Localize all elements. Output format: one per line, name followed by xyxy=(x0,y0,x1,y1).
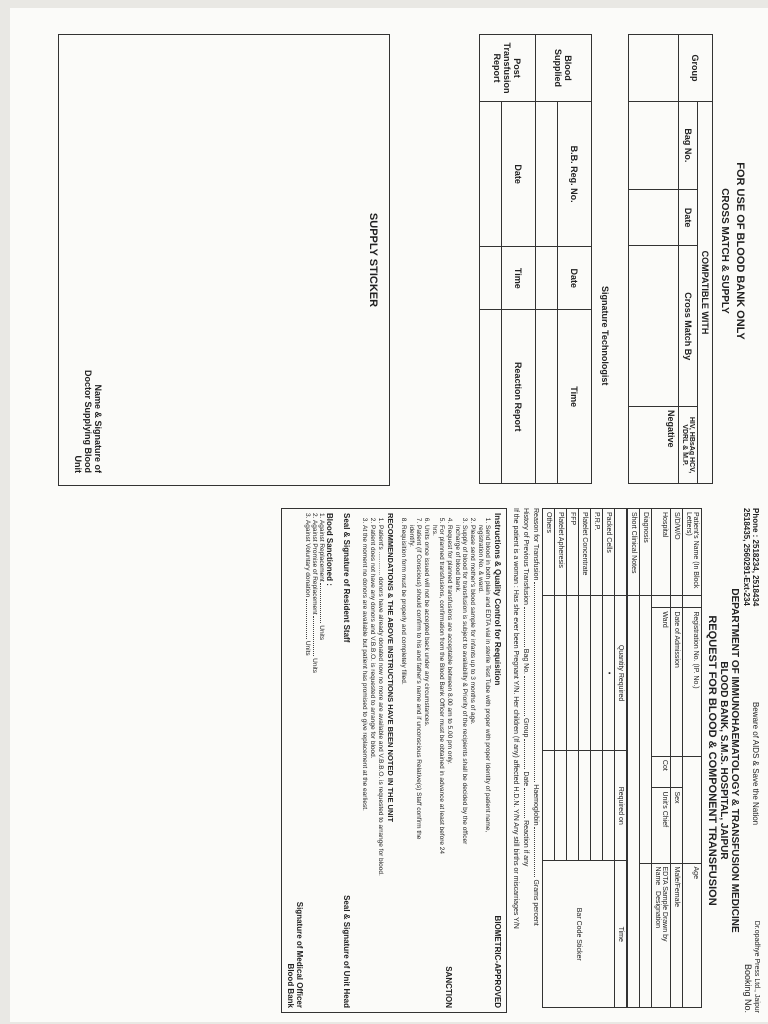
clinical-notes-label: Short Clinical Notes xyxy=(628,509,640,596)
sdw-label: S/D/W/O xyxy=(671,509,683,596)
biometric-approved: BIOMETRIC-APPROVED xyxy=(493,915,502,1008)
blood-bank-section xyxy=(30,16,760,486)
hospital-field[interactable] xyxy=(652,596,671,608)
instructions-box xyxy=(281,508,507,1013)
supply-time-label: Time xyxy=(558,310,592,484)
cell-group[interactable] xyxy=(629,35,679,102)
sanction-item-3: 3. Against Voluntary donation Units xyxy=(304,513,311,656)
doa-label: Date of Admission xyxy=(671,608,683,757)
component-ffp: FFP xyxy=(567,509,579,596)
registration-label: Registration No. (IP. No.) xyxy=(683,608,702,757)
required-on-label: Required on xyxy=(615,751,627,861)
cross-match-subtitle: CROSS MATCH & SUPPLY xyxy=(719,188,730,314)
blood-bank-label: Blood Bank xyxy=(286,963,295,1008)
history-row: History of Previous Transfusion Bag No. Group Date Reaction if any xyxy=(522,508,529,867)
rotated-form xyxy=(20,8,768,1018)
patient-table xyxy=(627,508,702,1008)
header-hiv-tests: HIV, HBsAg HCV, VDRL & M.P. xyxy=(679,407,698,484)
component-others: Others xyxy=(543,509,555,596)
cot-label: Cot xyxy=(652,756,671,788)
sanction-item-2: 2. Against Promise of Replacement Units xyxy=(311,513,318,673)
instructions-list: 1. Send blood in both plain and EDTA vial in sterile Test Tube with proper with proper Identity of patient name, registration No. & ward. 2. Please send mother's blood sample for infants up to 3 months of age. 3. Supply of blood for transfusion is subject to availability & Priority of the recipients shall be decided by the officer incharge of blood bank. 4. Request for planned transfusions are acceptable between 8.00 am to 5.00 pm only. 5. For planned transfusions, confirmation from the Blood Bank Officer must be obtained in advance at least before 24 hrs. 6. Units once issued will not be accepted back under any circumstances. 7. Patient (if Conscious) should confirm to his and father's name and if unconscious Relative(s) Staff confirm the identify. 8. Requisition form must be properly and completely filled. xyxy=(399,513,491,855)
supply-date-label: Date xyxy=(558,247,592,310)
bar-code-sticker: Bar Code Sticker xyxy=(543,861,615,1008)
component-packed-cells: Packed Cells xyxy=(603,509,615,596)
doctor-signature-label: Name & Signature of Doctor Supplying Blood Unit xyxy=(73,370,103,473)
blood-supplied-label: Blood Supplied xyxy=(536,35,592,102)
supply-sticker-label: SUPPLY STICKER xyxy=(367,212,379,308)
component-platelet-apheresis: Platelet Apheresis xyxy=(555,509,567,596)
department-title: DEPARTMENT OF IMMUNOHAEMATOLOGY & TRANSFUSION MEDICINE xyxy=(729,588,740,933)
request-section xyxy=(30,508,760,1013)
document-sheet xyxy=(10,8,768,1022)
sanction-label: SANCTION xyxy=(444,966,453,1008)
diagnosis-label: Diagnosis xyxy=(640,509,652,596)
bb-reg-no-label: B.B. Reg. No. xyxy=(558,102,592,247)
post-transfusion-label: Post Transfusion Report xyxy=(480,35,536,102)
component-platelet-concentrate: Platelet Concentrate xyxy=(579,509,591,596)
hospital-title: BLOOD BANK, S.M.S. HOSPITAL, JAIPUR xyxy=(718,661,729,860)
signature-medical-officer: Signature of Medical Officer xyxy=(295,901,304,1008)
header-group: Group xyxy=(679,35,713,102)
signature-technologist: Signature Technologist xyxy=(600,286,610,386)
cell-reaction-report[interactable] xyxy=(480,310,502,484)
recommendations-title: RECOMMENDATIONS & THE ABOVE INSTRUCTIONS HAVE BEEN NOTED IN THE UNIT xyxy=(386,513,395,823)
seal-unit-head: Seal & Signature of Unit Head xyxy=(342,895,351,1008)
recommendations-list: 1. Patient's ............. donors have already donated now no more are available and V.B.B.O. is requested to arrange for blood. 2. Patient does not have any donors and V.B.B.O. is requested to arrange for blood. 3. At the moment no donors are available but patient has promised to give replacement at the earliest. xyxy=(361,513,384,1008)
cell-cross-match-by[interactable] xyxy=(629,246,679,407)
header-bag-no: Bag No. xyxy=(679,102,698,190)
header-cross-match-by: Cross Match By xyxy=(679,246,698,407)
reason-row: Reason for Transfusion Haemoglobin Grams percent xyxy=(532,508,539,926)
aids-slogan: Beware of AIDS & Save the Nation xyxy=(751,701,760,826)
hospital-label: Hospital xyxy=(652,509,671,596)
age-label: Age xyxy=(683,863,702,1007)
reaction-report-label: Reaction Report xyxy=(502,310,536,484)
phone-line-2: 2518435, 2560291-Ext-234 xyxy=(742,508,751,606)
cell-supply-time[interactable] xyxy=(536,310,558,484)
patient-name-label: Patient's Name (In Block Letters) xyxy=(683,509,702,596)
instructions-title: Instructions & Quality Control for Requisition xyxy=(493,513,502,686)
cell-bb-reg-no[interactable] xyxy=(536,102,558,247)
seal-resident-staff: Seal & Signature of Resident Staff xyxy=(342,513,351,643)
ward-label: Ward xyxy=(652,608,671,757)
blood-bank-title: FOR USE OF BLOOD BANK ONLY xyxy=(734,162,746,340)
cell-negative: Negative xyxy=(629,407,679,484)
request-title: REQUEST FOR BLOOD & COMPONENT TRANSFUSION xyxy=(706,615,718,906)
edta-label: EDTA Sample Drawn by Name Designation xyxy=(652,863,671,1007)
cell-supply-date[interactable] xyxy=(536,247,558,310)
diagnosis-field[interactable] xyxy=(640,596,652,864)
qty-required-label: Quantity Required xyxy=(615,596,627,751)
component-table: Quantity Required Required on Time Packed Cells • Bar Code Sticker P.R.P. Platelet Concentrate FFP Platelet Apheresis Others xyxy=(542,508,627,1008)
male-female-label: Male/Female xyxy=(671,863,683,1007)
header-date: Date xyxy=(679,189,698,246)
press-name: Dr.opadhye Press Ltd., Jaipur xyxy=(753,920,760,1013)
patient-name-field[interactable] xyxy=(683,596,702,608)
cell-date[interactable] xyxy=(629,189,679,246)
supply-sticker-box xyxy=(58,34,390,486)
sanction-item-1: 1. Against Replacement Units xyxy=(318,513,325,641)
blood-sanctioned-label: Blood Sanctioned : xyxy=(325,513,334,586)
cell-bag-no[interactable] xyxy=(629,102,679,190)
cell-post-date[interactable] xyxy=(480,102,502,247)
post-date-label: Date xyxy=(502,102,536,247)
component-prp: P.R.P. xyxy=(591,509,603,596)
cross-match-table xyxy=(628,34,713,484)
post-time-label: Time xyxy=(502,247,536,310)
sdw-field[interactable] xyxy=(671,596,683,608)
phone-line: Phone : 2518234, 2518434 xyxy=(751,508,760,607)
booking-no: Booking No. xyxy=(743,963,753,1013)
supply-table xyxy=(479,34,592,484)
unit-chief-label: Unit's Chief xyxy=(652,788,671,863)
cell-post-time[interactable] xyxy=(480,247,502,310)
doa-field[interactable] xyxy=(671,756,683,788)
time-label: Time xyxy=(615,861,627,1008)
header-compatible-with: COMPATIBLE WITH xyxy=(698,102,713,484)
pregnancy-row: If the patient is a woman : Has she ever been Pregnant Y/N. Her children (If any) affected H.D.N. Y/N Any still births or miscarriages Y/N xyxy=(512,508,519,929)
registration-field[interactable] xyxy=(683,756,702,863)
clinical-notes-field[interactable] xyxy=(628,596,640,1008)
sex-label: Sex xyxy=(671,788,683,863)
